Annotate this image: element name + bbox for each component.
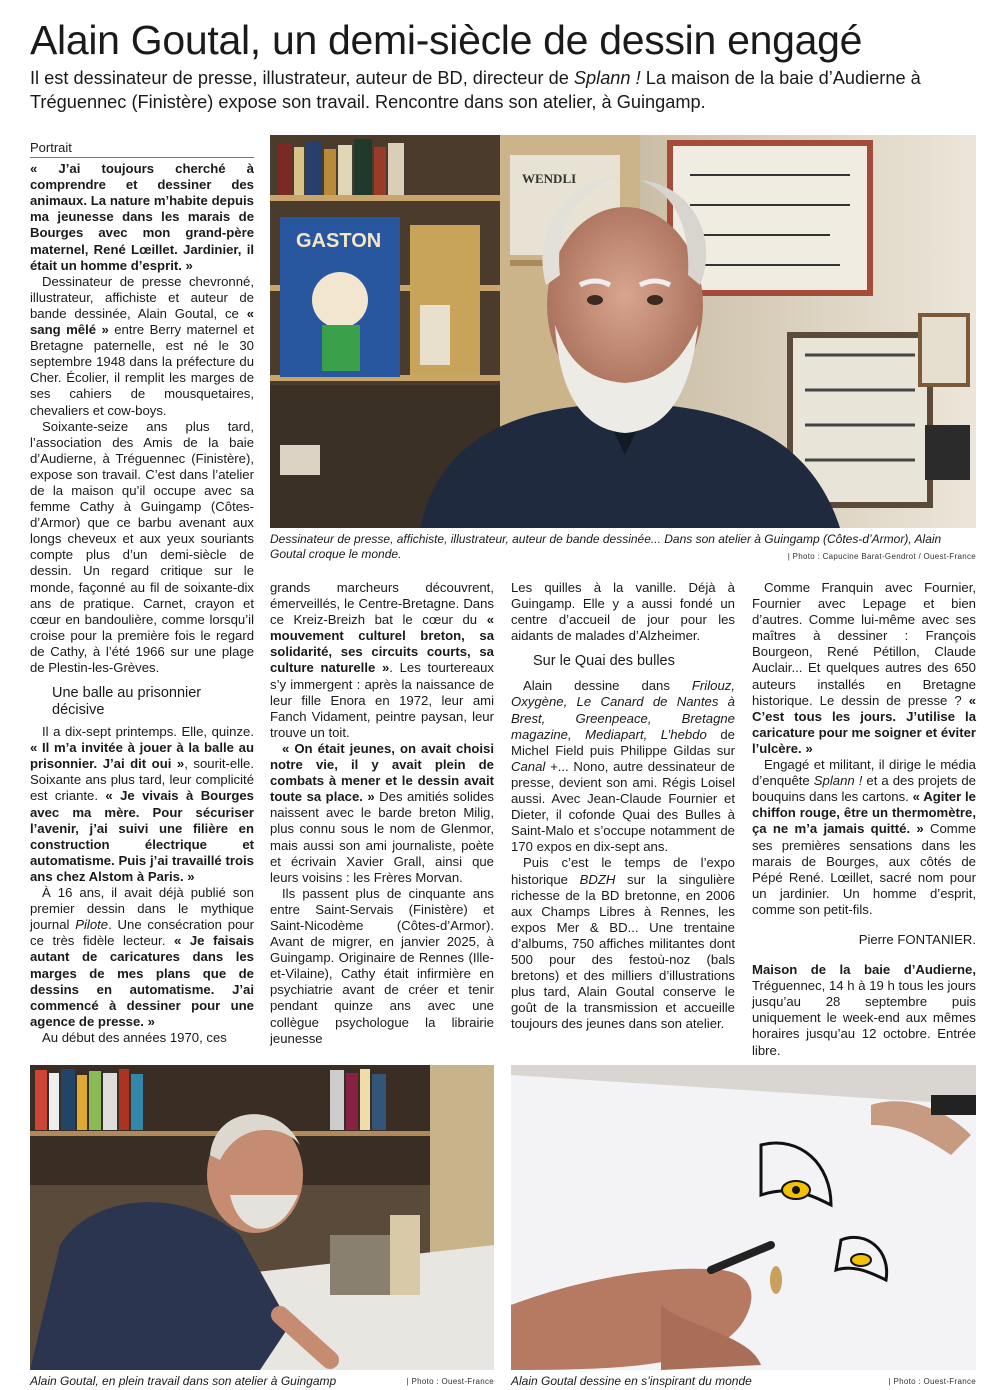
column-4 bbox=[752, 580, 976, 1059]
col4-paragraph: Engagé et militant, il dirige le média d’enquête Splann ! et a des projets de bouquins dans les cartons. « Agiter le chiffon rouge, être un thermomètre, ça ne m’a jamais quitté. » Comme ses premières sensations dans les marais de Bourges, aux côtés de Pépé René. Lœillet, sacré nom pour un jardinier. Un homme d’esprit, comme son petit-fils. bbox=[752, 757, 976, 917]
col1-paragraph: Dessinateur de presse chevronné, illustrateur, affichiste et auteur de bande dessinée, Alain Goutal, ce « sang mêlé » entre Berry maternel et Bretagne paternelle, est né le 30 septembre 1948 dans la préfecture du Cher. Écolier, il remplit les marges de ses cahiers de mousquetaires, chevaliers et cow-boys. bbox=[30, 273, 254, 418]
col1-paragraph: Soixante-seize ans plus tard, l’association des Amis de la baie d’Audierne, à Tréguennec (Finistère), expose son travail. C’est dans l’atelier de la maison qu’il occupe avec sa femme Cathy à Guingamp (Côtes-d’Armor) que ce barbu avenant aux longs cheveux et aux yeux souriants compte plus d’un demi-siècle de dessin. Un regard critique sur le monde, façonné au fil de soixante-dix ans de pratique. Carnet, crayon et cœur en bandoulière, comme lorsqu’il croise pour la première fois le regard de Cathy, à l’été 1966 sur une plage de Plestin-les-Grèves. bbox=[30, 418, 254, 675]
book-wendling-title: WENDLI bbox=[522, 171, 577, 186]
portrait-illustration bbox=[270, 135, 976, 528]
rubrique-label: Portrait bbox=[30, 140, 254, 158]
chapo-text-b: La maison de la baie d’Audierne à Tréguennec (Finistère) expose son travail. Rencontre dans son atelier, à Guingamp. bbox=[30, 68, 921, 112]
article-title: Alain Goutal, un demi-siècle de dessin engagé bbox=[30, 17, 863, 63]
drawing-hand-illustration bbox=[511, 1065, 976, 1370]
subheading-balle: Une balle au prisonnier décisive bbox=[52, 685, 202, 719]
col3-paragraph: Puis c’est le temps de l’expo historique BDZH sur la singulière richesse de la BD bretonne, en 2006 aux Champs Libres à Rennes, les expos Mer & BD... Une trentaine d’albums, 750 affiches militantes dont 500 pour des festoù-noz (bals bretons) et des milliers d’illustrations plus tard, Alain Goutal conserve le goût de la transmission et accueille toujours des jeunes dans son atelier. bbox=[511, 855, 735, 1032]
chapo-italic: Splann ! bbox=[573, 68, 641, 88]
book-gaston-title: GASTON bbox=[296, 230, 382, 252]
bottom-left-photo bbox=[30, 1065, 494, 1370]
col1-lead: « J’ai toujours cherché à comprendre et dessiner des animaux. La nature m’habite depuis ma jeunesse dans les marais de Bourges avec mon grand-père maternel, René Lœillet. Jardinier, il était un homme d’esprit. » bbox=[30, 161, 254, 273]
exhibition-info: Maison de la baie d’Audierne, Tréguennec, 14 h à 19 h tous les jours jusqu’au 28 septembre puis uniquement le week-end aux mêmes horaires jusqu’au 12 octobre. Entrée libre. bbox=[752, 962, 976, 1058]
col2-paragraph: « On était jeunes, on avait choisi notre vie, il y avait plein de combats à mener et le dessin avait toute sa place. » Des amitiés solides naissent avec le barde breton Milig, plus connu sous le nom de Glenmor, mais aussi son ami journaliste, poète et écrivain Xavier Grall, ainsi que leurs voisins : les Frères Morvan. bbox=[270, 740, 494, 885]
author-signature: Pierre FONTANIER. bbox=[858, 931, 976, 947]
main-photo-credit: | Photo : Capucine Barat-Gendrot / Ouest-France bbox=[787, 552, 976, 561]
main-photo-caption: Dessinateur de presse, affichiste, illustrateur, auteur de bande dessinée... Dans son atelier à Guingamp (Côtes-d’Armor), Alain Goutal croque le monde. bbox=[270, 532, 942, 561]
bottom-left-credit: | Photo : Ouest-France bbox=[406, 1377, 494, 1386]
article-chapo bbox=[30, 66, 980, 114]
column-2 bbox=[270, 580, 494, 1047]
bottom-right-credit: | Photo : Ouest-France bbox=[888, 1377, 976, 1386]
col1-paragraph: À 16 ans, il avait déjà publié son premier dessin dans le mythique journal Pilote. Une consécration pour ce très fidèle lecteur. « Je faisais autant de caricatures dans les marges de mes plans que de dessins en automatisme. J’ai commencé à dessiner pour une agence de presse. » bbox=[30, 885, 255, 1029]
atelier-illustration bbox=[30, 1065, 494, 1370]
subheading-quai: Sur le Quai des bulles bbox=[533, 653, 675, 670]
col4-paragraph: Comme Franquin avec Fournier, Fournier avec Lepage et bien d’autres. Comme lui-même avec ses maîtres à dessiner : François Bourgeon, René Pétillon, Claude Auclair... Et quelques autres des 650 auteurs installés en Bretagne historique. Le dessin de presse ? « C’est tous les jours. J’utilise la caricature pour me soigner et éviter l’ulcère. » bbox=[752, 580, 976, 756]
col2-paragraph: grands marcheurs découvrent, émerveillés, le Centre-Bretagne. Dans ce Kreiz-Breizh bat le cœur du « mouvement culturel breton, sa solidarité, ses circuits courts, sa culture naturelle ». Les tourtereaux s’y immergent : après la naissance de leur fille Enora en 1972, leur ami Fanch Vidament, peintre paysan, leur trouve un toit. bbox=[270, 580, 494, 740]
column-3 bbox=[511, 580, 735, 1032]
col3-paragraph: Alain dessine dans Frilouz, Oxygène, Le Canard de Nantes à Brest, Greenpeace, Bretagne magazine, Mediapart, L’hebdo de Michel Field puis Philippe Gildas sur Canal +... Nono, autre dessinateur de presse, devient son ami. Régis Loisel aussi. Avec Jean-Claude Fournier et Dieter, il cofonde Quai des Bulles à Saint-Malo et s’occupe notamment de 170 expos en dix-sept ans. bbox=[511, 678, 735, 855]
col3-paragraph: Les quilles à la vanille. Déjà à Guingamp. Elle y a aussi fondé un centre d’accueil de jour pour les aidants de malades d’Alzheimer. bbox=[511, 580, 735, 644]
chapo-text-a: Il est dessinateur de presse, illustrateur, auteur de BD, directeur de bbox=[30, 68, 574, 88]
bottom-left-caption: Alain Goutal, en plein travail dans son atelier à Guingamp bbox=[30, 1374, 337, 1388]
col2-paragraph: Ils passent plus de cinquante ans entre Saint-Servais (Finistère) et Saint-Nicodème (Côtes-d’Armor). Avant de migrer, en janvier 2025, à Guingamp. Originaire de Rennes (Ille-et-Vilaine), Cathy était infirmière en psychiatrie avant de créer et tenir pendant quinze ans avec une collègue psychologue la librairie jeunesse bbox=[270, 885, 494, 1046]
col1-paragraph: Il a dix-sept printemps. Elle, quinze. « Il m’a invitée à jouer à la balle au prisonnier. J’ai dit oui », sourit-elle. Soixante ans plus tard, leur complicité est criante. « Je vivais à Bourges avec ma mère. Pour sécuriser l’avenir, j’ai suivi une filière en construction électrique et automatisme. Puis j’ai travaillé trois ans chez Alstom à Paris. » bbox=[30, 724, 254, 884]
col1-paragraph: Au début des années 1970, ces bbox=[42, 1029, 227, 1045]
main-photo bbox=[270, 135, 976, 528]
bottom-right-photo bbox=[511, 1065, 976, 1370]
bottom-right-caption: Alain Goutal dessine en s’inspirant du monde bbox=[511, 1374, 752, 1388]
column-1 bbox=[30, 140, 254, 1046]
